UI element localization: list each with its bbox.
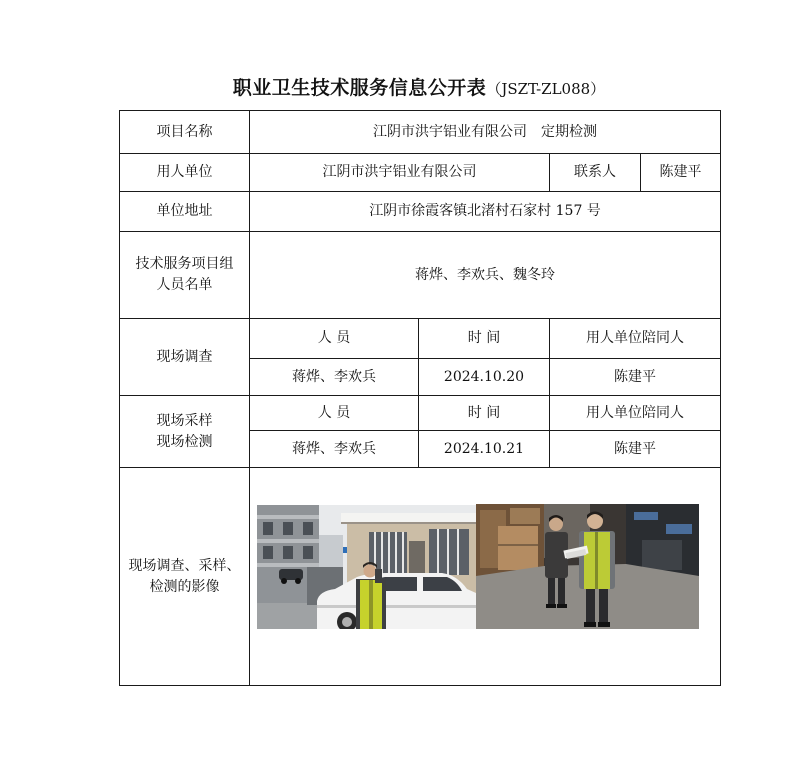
team-value: 蒋烨、李欢兵、魏冬玲: [250, 232, 721, 319]
survey-header-companion: 用人单位陪同人: [550, 319, 721, 359]
team-label-line2: 人员名单: [156, 277, 213, 293]
images-label-line2: 检测的影像: [149, 578, 220, 595]
images-container: [250, 468, 720, 685]
team-label: [120, 232, 250, 319]
survey-personnel: 蒋烨、李欢兵: [250, 359, 419, 396]
row-address: [120, 192, 721, 232]
employer-value: 江阴市洪宇铝业有限公司: [250, 154, 550, 192]
title-code: （JSZT-ZL088）: [486, 80, 606, 98]
row-images: [120, 468, 721, 686]
employer-label: 用人单位: [120, 154, 250, 192]
site-photo-outdoor: [257, 505, 476, 629]
row-sampling-header: [120, 396, 721, 431]
sampling-label-line1: 现场采样: [156, 412, 213, 429]
sampling-header-time: 时 间: [419, 396, 550, 431]
address-value: 江阴市徐霞客镇北渚村石家村 157 号: [250, 192, 721, 232]
sampling-header-companion: 用人单位陪同人: [550, 396, 721, 431]
site-photo-indoor: [476, 504, 699, 629]
row-team: [120, 232, 721, 319]
project-value: 江阴市洪宇铝业有限公司 定期检测: [250, 111, 721, 154]
survey-date: 2024.10.20: [419, 359, 550, 396]
info-table: [119, 110, 721, 686]
sampling-companion: 陈建平: [550, 431, 721, 468]
photo2-wooden-crates: [476, 504, 544, 576]
survey-header-personnel: 人 员: [250, 319, 419, 359]
address-label: 单位地址: [120, 192, 250, 232]
title-main: 职业卫生技术服务信息公开表: [232, 77, 487, 99]
contact-value: 陈建平: [641, 154, 721, 192]
project-label: 项目名称: [120, 111, 250, 154]
sampling-label: [120, 396, 250, 468]
survey-label: 现场调查: [120, 319, 250, 396]
photo2-machinery: [626, 504, 699, 576]
sampling-header-personnel: 人 员: [250, 396, 419, 431]
survey-companion: 陈建平: [550, 359, 721, 396]
images-cell: [250, 468, 721, 686]
row-employer: [120, 154, 721, 192]
sampling-personnel: 蒋烨、李欢兵: [250, 431, 419, 468]
sampling-date: 2024.10.21: [419, 431, 550, 468]
images-label: [120, 468, 250, 686]
survey-header-time: 时 间: [419, 319, 550, 359]
team-label-line1: 技术服务项目组: [135, 256, 234, 272]
row-survey-header: [120, 319, 721, 359]
sampling-label-line2: 现场检测: [156, 433, 213, 450]
document-title: [119, 74, 719, 103]
images-label-line1: 现场调查、采样、: [128, 557, 241, 574]
row-project: [120, 111, 721, 154]
contact-label: 联系人: [550, 154, 641, 192]
